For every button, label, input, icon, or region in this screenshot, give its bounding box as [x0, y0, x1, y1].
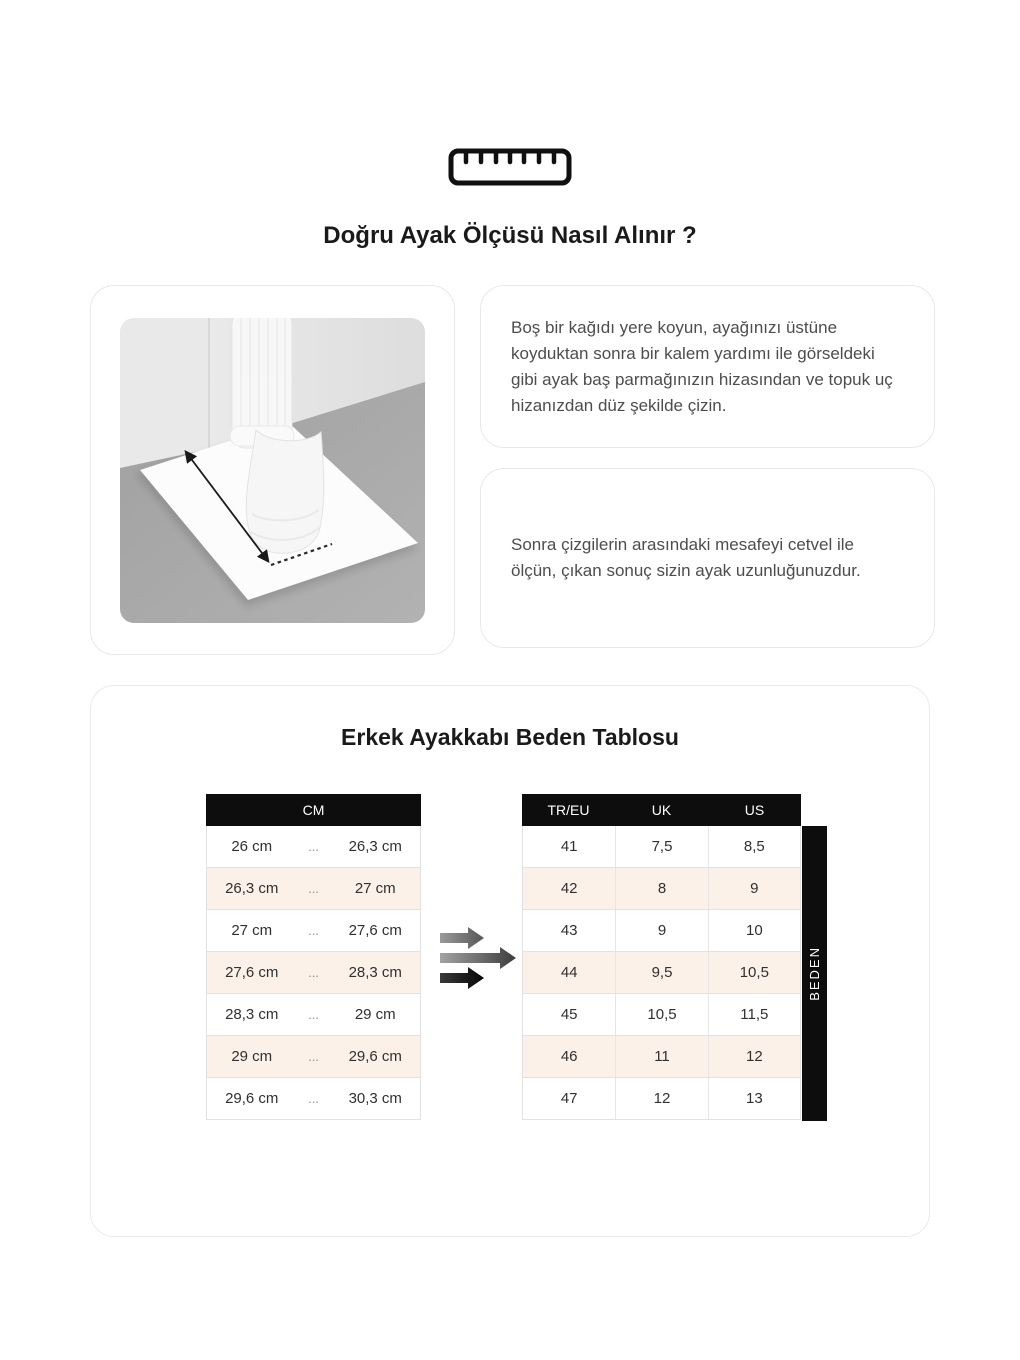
beden-label: BEDEN	[807, 946, 822, 1001]
size-chart-card	[90, 685, 930, 1237]
cm-to-value: 27,6 cm	[348, 922, 402, 939]
cm-to-value: 30,3 cm	[348, 1090, 402, 1107]
instruction-card-2	[480, 468, 935, 648]
convert-arrows-icon	[438, 924, 516, 997]
uk-size: 11	[615, 1036, 707, 1077]
us-size: 11,5	[708, 994, 800, 1035]
uk-size: 9,5	[615, 952, 707, 993]
table-row	[522, 994, 801, 1036]
table-row	[522, 952, 801, 994]
uk-size: 12	[615, 1078, 707, 1119]
table-row	[206, 1036, 421, 1078]
col-header-uk: UK	[651, 802, 672, 818]
foot-measurement-photo	[120, 318, 425, 623]
instruction-step-1: Boş bir kağıdı yere koyun, ayağınızı üstüne koyduktan sonra bir kalem yardımı ile görseldeki gibi ayak baş parmağınızın hizasından ve topuk uç hizanızdan düz şekilde çizin.	[511, 317, 893, 415]
table-row	[522, 826, 801, 868]
us-size: 8,5	[708, 826, 800, 867]
cm-from-value: 28,3 cm	[225, 1006, 279, 1023]
table-row	[522, 868, 801, 910]
tr-eu-size: 46	[560, 1048, 578, 1065]
table-row	[206, 826, 421, 868]
cm-to-value: 26,3 cm	[348, 838, 402, 855]
range-separator: ...	[308, 1049, 319, 1064]
table-row	[522, 1036, 801, 1078]
us-size: 10	[708, 910, 800, 951]
range-separator: ...	[308, 923, 319, 938]
us-size: 12	[708, 1036, 800, 1077]
tr-eu-size: 47	[560, 1090, 578, 1107]
cm-to-value: 29,6 cm	[348, 1048, 402, 1065]
col-header-tr-eu: TR/EU	[547, 802, 590, 818]
range-separator: ...	[308, 839, 319, 854]
cm-range-table	[206, 794, 421, 1120]
uk-size: 10,5	[615, 994, 707, 1035]
uk-size: 8	[615, 868, 707, 909]
tr-eu-size: 45	[560, 1006, 578, 1023]
col-header-us: US	[744, 802, 765, 818]
tr-eu-size: 43	[560, 922, 578, 939]
table-row	[206, 910, 421, 952]
tr-eu-size: 42	[560, 880, 578, 897]
cm-from-value: 26 cm	[231, 838, 273, 855]
cm-to-value: 28,3 cm	[348, 964, 402, 981]
range-separator: ...	[308, 1091, 319, 1106]
table-row	[206, 952, 421, 994]
cm-table-header: CM	[206, 794, 421, 826]
us-size: 13	[708, 1078, 800, 1119]
tr-eu-size: 44	[560, 964, 578, 981]
cm-from-value: 27,6 cm	[225, 964, 279, 981]
cm-from-value: 26,3 cm	[225, 880, 279, 897]
table-row	[206, 868, 421, 910]
range-separator: ...	[308, 1007, 319, 1022]
range-separator: ...	[308, 881, 319, 896]
ruler-icon	[0, 148, 1020, 186]
beden-side-bar	[802, 826, 827, 1121]
cm-from-value: 27 cm	[231, 922, 273, 939]
table-row	[206, 1078, 421, 1120]
us-size: 9	[708, 868, 800, 909]
cm-from-value: 29 cm	[231, 1048, 273, 1065]
table-row	[206, 994, 421, 1036]
us-size: 10,5	[708, 952, 800, 993]
size-table-header	[522, 794, 801, 826]
uk-size: 9	[615, 910, 707, 951]
instruction-step-2: Sonra çizgilerin arasındaki mesafeyi cetvel ile ölçün, çıkan sonuç sizin ayak uzunluğunuzdur.	[511, 535, 861, 580]
table-row	[522, 1078, 801, 1120]
cm-to-value: 29 cm	[354, 1006, 396, 1023]
tr-eu-size: 41	[560, 838, 578, 855]
instruction-card-1	[480, 285, 935, 448]
size-chart-title: Erkek Ayakkabı Beden Tablosu	[341, 724, 679, 750]
cm-to-value: 27 cm	[354, 880, 396, 897]
range-separator: ...	[308, 965, 319, 980]
shoe-size-table	[522, 794, 801, 1120]
table-row	[522, 910, 801, 952]
foot-measurement-photo-card	[90, 285, 455, 655]
uk-size: 7,5	[615, 826, 707, 867]
cm-from-value: 29,6 cm	[225, 1090, 279, 1107]
page-title: Doğru Ayak Ölçüsü Nasıl Alınır ?	[323, 222, 697, 249]
